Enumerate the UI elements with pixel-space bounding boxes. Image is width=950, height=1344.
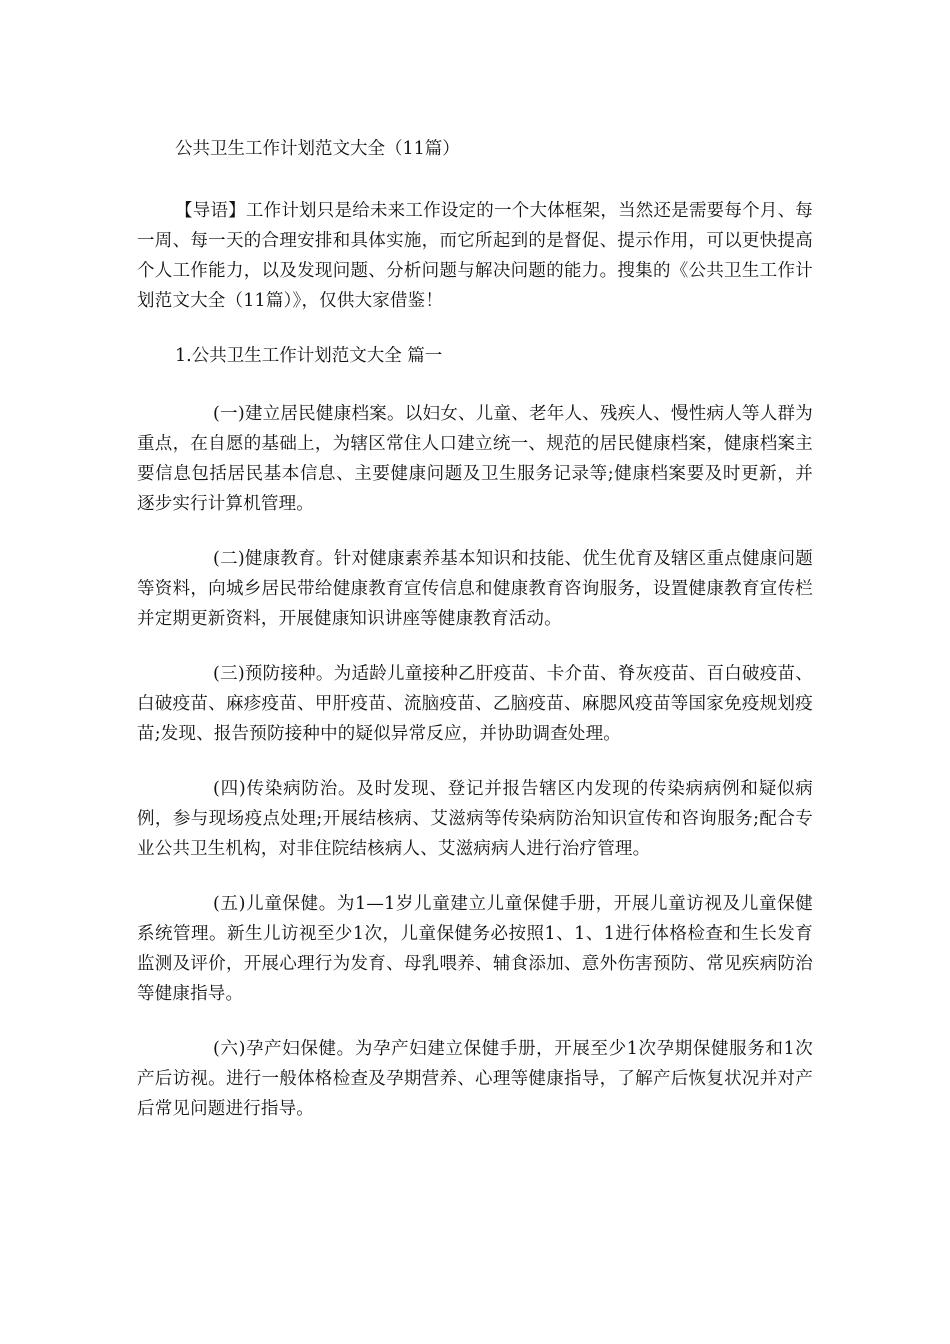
section-heading: 1.公共卫生工作计划范文大全 篇一 xyxy=(175,346,443,366)
plan-item-3: (三)预防接种。为适龄儿童接种乙肝疫苗、卡介苗、脊灰疫苗、百白破疫苗、白破疫苗、麻疹疫苗、甲肝疫苗、流脑疫苗、乙脑疫苗、麻腮风疫苗等国家免疫规划疫苗;发现、报告预防接种中的疑似异常反应，并协助调查处理。 xyxy=(137,664,813,744)
plan-item-6: (六)孕产妇保健。为孕产妇建立保健手册，开展至少1次孕期保健服务和1次产后访视。进行一般体格检查及孕期营养、心理等健康指导，了解产后恢复状况并对产后常见问题进行指导。 xyxy=(137,1039,813,1119)
document-body xyxy=(137,134,813,1149)
plan-item-1: (一)建立居民健康档案。以妇女、儿童、老年人、残疾人、慢性病人等人群为重点，在自愿的基础上，为辖区常住人口建立统一、规范的居民健康档案，健康档案主要信息包括居民基本信息、主要健康问题及卫生服务记录等;健康档案要及时更新，并逐步实行计算机管理。 xyxy=(137,404,813,514)
intro-paragraph: 【导语】工作计划只是给未来工作设定的一个大体框架，当然还是需要每个月、每一周、每一天的合理安排和具体实施，而它所起到的是督促、提示作用，可以更快提高个人工作能力，以及发现问题、分析问题与解决问题的能力。搜集的《公共卫生工作计划范文大全（11篇）》，仅供大家借鉴！ xyxy=(137,201,813,311)
plan-item-5: (五)儿童保健。为1—1岁儿童建立儿童保健手册，开展儿童访视及儿童保健系统管理。新生儿访视至少1次，儿童保健务必按照1、1、1进行体格检查和生长发育监测及评价，开展心理行为发育、母乳喂养、辅食添加、意外伤害预防、常见疾病防治等健康指导。 xyxy=(137,894,813,1004)
document-title: 公共卫生工作计划范文大全（11篇） xyxy=(175,139,460,159)
plan-item-2: (二)健康教育。针对健康素养基本知识和技能、优生优育及辖区重点健康问题等资料，向城乡居民带给健康教育宣传信息和健康教育咨询服务，设置健康教育宣传栏并定期更新资料，开展健康知识讲座等健康教育活动。 xyxy=(137,549,813,629)
plan-item-4: (四)传染病防治。及时发现、登记并报告辖区内发现的传染病病例和疑似病例，参与现场疫点处理;开展结核病、艾滋病等传染病防治知识宣传和咨询服务;配合专业公共卫生机构，对非住院结核病人、艾滋病病人进行治疗管理。 xyxy=(137,779,813,859)
